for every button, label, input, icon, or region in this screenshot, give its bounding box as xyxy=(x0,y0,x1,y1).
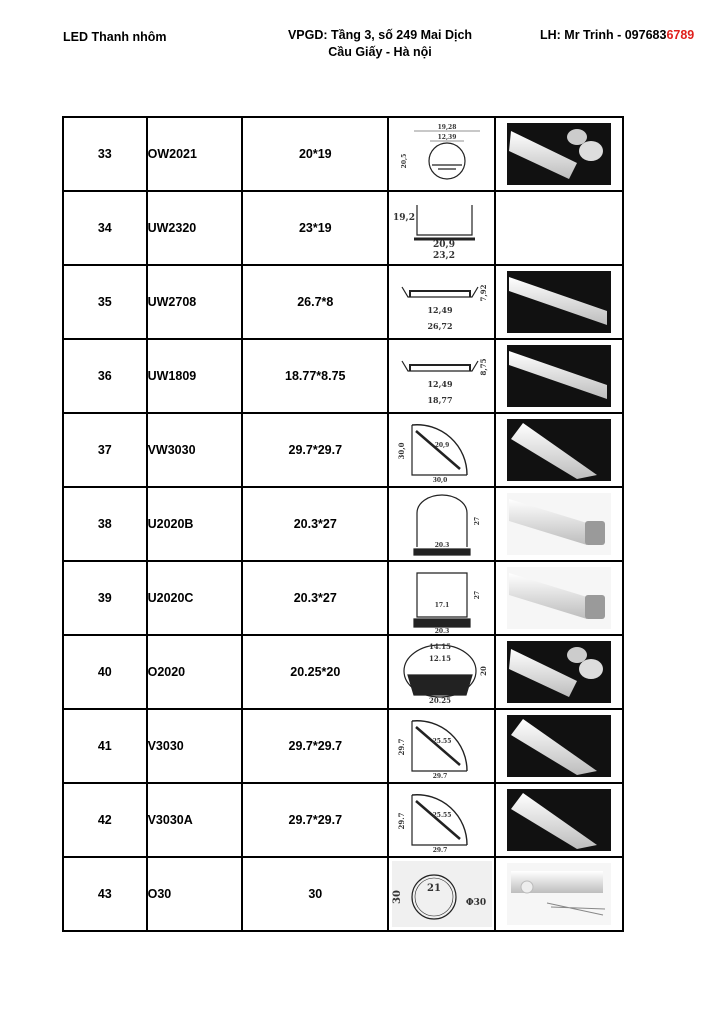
product-size: 30 xyxy=(242,857,388,931)
product-photo xyxy=(495,413,623,487)
product-code: OW2021 xyxy=(147,117,243,191)
table-row xyxy=(63,339,623,413)
corner-profile-drawing-icon xyxy=(392,713,492,779)
product-code: UW2708 xyxy=(147,265,243,339)
row-number: 42 xyxy=(63,783,147,857)
contact-text: LH: Mr Trinh - 097683 xyxy=(540,28,667,42)
row-number: 33 xyxy=(63,117,147,191)
product-code: O2020 xyxy=(147,635,243,709)
product-code: V3030A xyxy=(147,783,243,857)
square-profile-photo-icon xyxy=(507,493,611,555)
round-profile-photo-icon xyxy=(507,641,611,703)
table-row xyxy=(63,191,623,265)
product-photo xyxy=(495,117,623,191)
table-row xyxy=(63,635,623,709)
dimension-label: 14.15 xyxy=(428,642,451,651)
dimension-label: 25.55 xyxy=(432,812,452,819)
dimension-label: 29.7 xyxy=(432,847,447,854)
round-profile-drawing-icon xyxy=(392,121,492,187)
dimension-label: 29.7 xyxy=(396,812,406,830)
round-profile-photo-icon xyxy=(507,123,611,185)
product-photo xyxy=(495,635,623,709)
dimension-label: 30,0 xyxy=(396,442,406,460)
dimension-label: 25.55 xyxy=(432,738,452,745)
row-number: 34 xyxy=(63,191,147,265)
product-size: 29.7*29.7 xyxy=(242,413,388,487)
table-row xyxy=(63,265,623,339)
product-size: 20.3*27 xyxy=(242,487,388,561)
header-address xyxy=(270,27,490,61)
dimension-label: 23,2 xyxy=(432,251,455,261)
dimension-label: 17.1 xyxy=(434,602,449,609)
corner-profile-photo-icon xyxy=(507,789,611,851)
product-code: O30 xyxy=(147,857,243,931)
dimension-label: 21 xyxy=(426,883,441,894)
dimension-label: 20.3 xyxy=(434,628,449,635)
u-profile-drawing-icon xyxy=(392,195,492,261)
row-number: 40 xyxy=(63,635,147,709)
product-table xyxy=(62,116,624,932)
dimension-label: 20,9 xyxy=(434,442,449,449)
dimension-label: 26,72 xyxy=(427,321,453,331)
dimension-label: 27 xyxy=(473,590,481,600)
dimension-label: 20,5 xyxy=(400,153,408,169)
product-size: 20*19 xyxy=(242,117,388,191)
corner-profile-photo-icon xyxy=(507,715,611,777)
table-row xyxy=(63,857,623,931)
row-number: 38 xyxy=(63,487,147,561)
dimension-label: 30 xyxy=(391,890,403,904)
header-company-name: LED Thanh nhôm xyxy=(63,30,167,44)
product-photo xyxy=(495,339,623,413)
technical-drawing xyxy=(388,783,495,857)
dimension-label: Φ30 xyxy=(465,898,486,908)
product-code: VW3030 xyxy=(147,413,243,487)
dimension-label: 12.15 xyxy=(428,654,451,663)
flat-profile-photo-icon xyxy=(507,345,611,407)
row-number: 39 xyxy=(63,561,147,635)
dimension-label: 30,0 xyxy=(432,477,447,484)
technical-drawing xyxy=(388,191,495,265)
dimension-label: 29.7 xyxy=(432,773,447,780)
row-number: 37 xyxy=(63,413,147,487)
product-size: 29.7*29.7 xyxy=(242,709,388,783)
header-contact xyxy=(540,27,694,44)
dimension-label: 18,77 xyxy=(427,395,453,405)
product-photo xyxy=(495,191,623,265)
dimension-label: 12,49 xyxy=(427,305,453,315)
corner-profile-drawing-icon xyxy=(392,787,492,853)
product-photo xyxy=(495,857,623,931)
flat-profile-drawing-icon xyxy=(392,269,492,335)
dimension-label: 8,75 xyxy=(478,358,488,376)
product-size: 26.7*8 xyxy=(242,265,388,339)
product-code: V3030 xyxy=(147,709,243,783)
technical-drawing xyxy=(388,339,495,413)
dimension-label: 27 xyxy=(473,516,481,526)
arch-profile-drawing-icon xyxy=(392,491,492,557)
dimension-label: 7,92 xyxy=(478,284,488,302)
dimension-label: 12,39 xyxy=(437,134,457,141)
tube-profile-drawing-icon xyxy=(392,861,492,927)
dimension-label: 19,28 xyxy=(437,124,457,131)
table-row xyxy=(63,117,623,191)
product-photo xyxy=(495,561,623,635)
product-code: U2020B xyxy=(147,487,243,561)
corner-profile-drawing-icon xyxy=(392,417,492,483)
product-photo xyxy=(495,265,623,339)
table-row xyxy=(63,709,623,783)
product-photo xyxy=(495,783,623,857)
dimension-label: 20,9 xyxy=(432,240,455,250)
table-row xyxy=(63,783,623,857)
technical-drawing xyxy=(388,265,495,339)
flat-profile-drawing-icon xyxy=(392,343,492,409)
technical-drawing xyxy=(388,117,495,191)
tube-profile-photo-icon xyxy=(507,863,611,925)
row-number: 41 xyxy=(63,709,147,783)
dimension-label: 12,49 xyxy=(427,379,453,389)
product-code: UW2320 xyxy=(147,191,243,265)
product-photo xyxy=(495,487,623,561)
dimension-label: 19,2 xyxy=(392,213,415,223)
table-row xyxy=(63,413,623,487)
product-code: UW1809 xyxy=(147,339,243,413)
contact-highlight: 6789 xyxy=(666,28,695,42)
dimension-label: 20.3 xyxy=(434,542,449,549)
row-number: 35 xyxy=(63,265,147,339)
product-size: 20.25*20 xyxy=(242,635,388,709)
row-number: 43 xyxy=(63,857,147,931)
technical-drawing xyxy=(388,487,495,561)
product-size: 20.3*27 xyxy=(242,561,388,635)
address-line-1: VPGD: Tầng 3, số 249 Mai Dịch xyxy=(287,28,473,42)
address-line-2: Cầu Giấy - Hà nội xyxy=(328,45,432,59)
product-size: 29.7*29.7 xyxy=(242,783,388,857)
table-row xyxy=(63,487,623,561)
technical-drawing xyxy=(388,635,495,709)
product-photo xyxy=(495,709,623,783)
row-number: 36 xyxy=(63,339,147,413)
technical-drawing xyxy=(388,709,495,783)
technical-drawing xyxy=(388,413,495,487)
corner-profile-photo-icon xyxy=(507,419,611,481)
dimension-label: 20 xyxy=(478,666,488,676)
finned-round-profile-drawing-icon xyxy=(392,639,492,705)
table-row xyxy=(63,561,623,635)
square-profile-photo-icon xyxy=(507,567,611,629)
dimension-label: 29.7 xyxy=(396,738,406,756)
flat-profile-photo-icon xyxy=(507,271,611,333)
technical-drawing xyxy=(388,561,495,635)
dimension-label: 20.25 xyxy=(428,696,451,705)
product-size: 18.77*8.75 xyxy=(242,339,388,413)
product-code: U2020C xyxy=(147,561,243,635)
technical-drawing xyxy=(388,857,495,931)
product-size: 23*19 xyxy=(242,191,388,265)
square-profile-drawing-icon xyxy=(392,565,492,635)
